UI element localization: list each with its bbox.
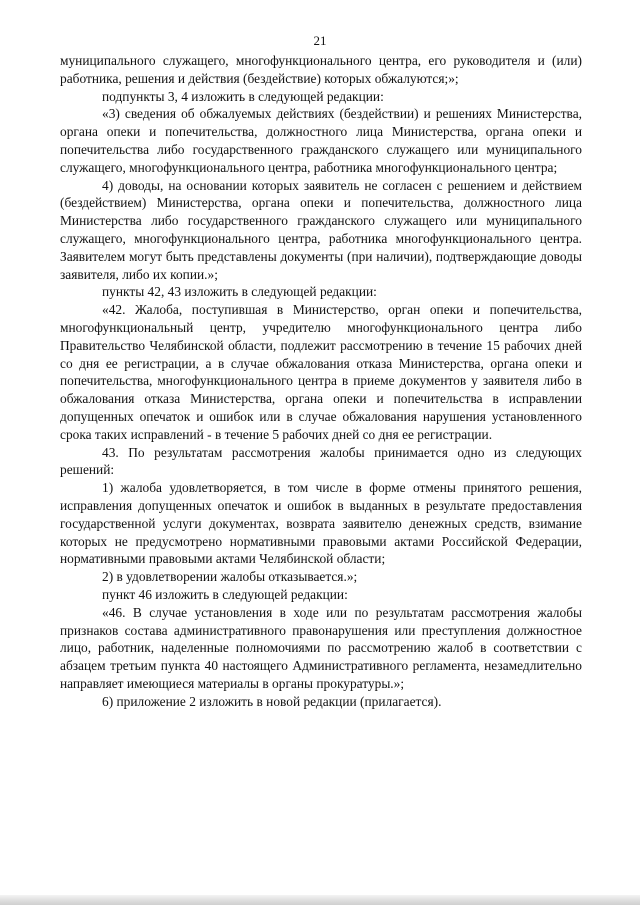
paragraph-subpoint-4: 4) доводы, на основании которых заявитель не согласен с решением и действием (бездействием) Министерства, органа опеки и попечительства, должностного лица Министерства либо государственного гражданского служащего или муниципального служащего, многофункционального центра, работника многофункционального центра. Заявителем могут быть представлены документы (при наличии), подтверждающие доводы заявителя, либо их копии.»;	[60, 177, 582, 282]
scan-edge-shadow	[0, 895, 640, 905]
document-body	[60, 52, 582, 710]
paragraph-decision-2: 2) в удовлетворении жалобы отказывается.»;	[102, 569, 358, 585]
paragraph-points-42-43-intro: пункты 42, 43 изложить в следующей редакции:	[102, 284, 377, 300]
paragraph-appendix-2: 6) приложение 2 изложить в новой редакции (прилагается).	[102, 693, 442, 709]
paragraph-subpoint-3: «3) сведения об обжалуемых действиях (бездействии) и решениях Министерства, органа опеки и попечительства, должностного лица Министерства, органа опеки и попечительства либо государственного гражданского служащего или муниципального служащего, многофункционального центра, работника многофункционального центра;	[60, 106, 582, 175]
page-number: 21	[313, 33, 327, 48]
paragraph-decision-1: 1) жалоба удовлетворяется, в том числе в форме отмены принятого решения, исправления допущенных опечаток и ошибок в выданных в результате предоставления государственной услуги документах, возврата заявителю денежных средств, взимание которых не предусмотрено нормативными правовыми актами Российской Федерации, нормативными правовыми актами Челябинской области;	[60, 480, 582, 567]
paragraph-point-46: «46. В случае установления в ходе или по результатам рассмотрения жалобы признаков состава административного правонарушения или преступления должностное лицо, работник, наделенные полномочиями по рассмотрению жалоб в соответствии с абзацем третьим пункта 40 настоящего Административного регламента, незамедлительно направляет имеющиеся материалы в органы прокуратуры.»;	[60, 604, 582, 691]
paragraph-subpoints-3-4-intro: подпункты 3, 4 изложить в следующей редакции:	[102, 88, 384, 104]
paragraph-point-42: «42. Жалоба, поступившая в Министерство, орган опеки и попечительства, многофункциональный центр, учредителю многофункционального центра либо Правительство Челябинской области, подлежит рассмотрению в течение 15 рабочих дней со дня ее регистрации, а в случае обжалования отказа Министерства, органа опеки и попечительства, многофункционального центра в приеме документов у заявителя либо в обжалования отказа Министерства, органа опеки и попечительства в исправлении допущенных опечаток и ошибок или в случае обжалования нарушения установленного срока таких исправлений - в течение 5 рабочих дней со дня ее регистрации.	[60, 302, 582, 442]
paragraph-continuation: муниципального служащего, многофункционального центра, его руководителя и (или) работника, решения и действия (бездействие) которых обжалуются;»;	[60, 53, 582, 86]
paragraph-point-43: 43. По результатам рассмотрения жалобы принимается одно из следующих решений:	[60, 444, 582, 478]
paragraph-point-46-intro: пункт 46 изложить в следующей редакции:	[102, 586, 348, 602]
